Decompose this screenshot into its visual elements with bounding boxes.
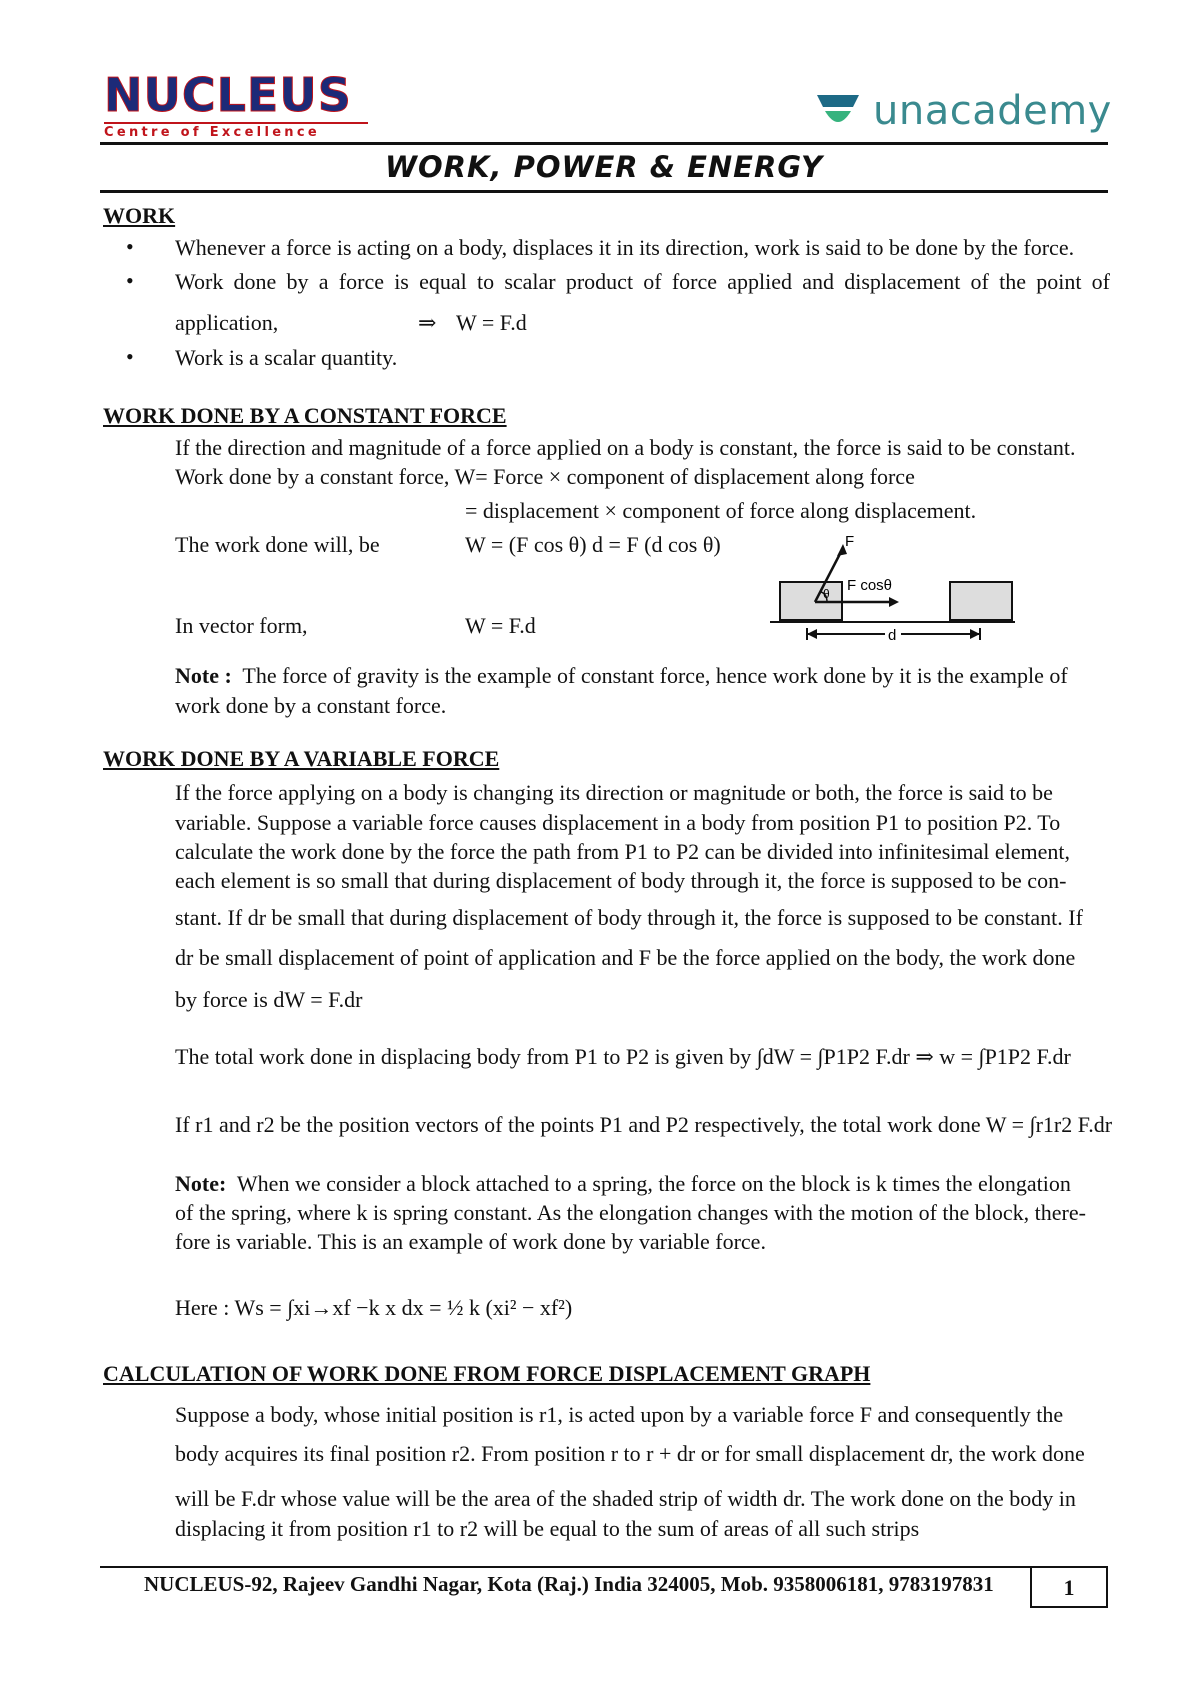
constant-force-diagram xyxy=(765,530,1025,645)
nucleus-logo-name: NUCLEUS xyxy=(104,68,352,122)
nucleus-logo xyxy=(104,70,368,142)
label-component: F cosθ xyxy=(847,577,893,594)
unacademy-mark-icon xyxy=(815,91,861,131)
constant-line-2: Work done by a constant force, W= Force × component of displacement along force xyxy=(175,464,915,489)
variable-line-3: calculate the work done by the force the path from P1 to P2 can be divided into infinitesimal element, xyxy=(175,839,1071,864)
bullet: • xyxy=(126,234,134,259)
variable-line-2: variable. Suppose a variable force causes displacement in a body from position P1 to position P2. To xyxy=(175,810,1061,835)
page-number: 1 xyxy=(1030,1566,1108,1608)
implies-arrow: ⇒ xyxy=(418,310,437,335)
constant-line-4: The work done will, be xyxy=(175,532,380,557)
work-bullet-3: Work is a scalar quantity. xyxy=(175,345,398,370)
section-heading-graph: CALCULATION OF WORK DONE FROM FORCE DISPLACEMENT GRAPH xyxy=(103,1361,871,1386)
variable-line-5: stant. If dr be small that during displacement of body through it, the force is supposed to be constant. If xyxy=(175,905,1083,930)
footer-address: NUCLEUS-92, Rajeev Gandhi Nagar, Kota (Raj.) India 324005, Mob. 9358006181, 9783197831 xyxy=(144,1572,994,1596)
work-bullet-2: Work done by a force is equal to scalar product of force applied and displacement of the point of xyxy=(175,269,1110,294)
graph-line-1: Suppose a body, whose initial position is r1, is acted upon by a variable force F and consequently the xyxy=(175,1402,1064,1427)
section-heading-work: WORK xyxy=(103,203,176,228)
constant-note-1: The force of gravity is the example of constant force, hence work done by it is the example of xyxy=(242,663,1068,688)
section-heading-variable-force: WORK DONE BY A VARIABLE FORCE xyxy=(103,746,500,771)
header-divider xyxy=(100,142,1108,145)
page-title: WORK, POWER & ENERGY xyxy=(385,150,823,184)
variable-line-1: If the force applying on a body is changing its direction or magnitude or both, the force is said to be xyxy=(175,780,1053,805)
graph-line-2: body acquires its final position r2. From position r to r + dr or for small displacement dr, the work done xyxy=(175,1441,1085,1466)
variable-line-7: by force is dW = F.dr xyxy=(175,987,363,1012)
graph-line-3: will be F.dr whose value will be the area of the shaded strip of width dr. The work done on the body in xyxy=(175,1486,1076,1511)
constant-line-3: = displacement × component of force along displacement. xyxy=(465,498,977,523)
work-bullet-2-cont: application, xyxy=(175,310,279,335)
title-divider xyxy=(100,190,1108,193)
constant-line-1: If the direction and magnitude of a force applied on a body is constant, the force is said to be constant. xyxy=(175,435,1076,460)
constant-vector-formula: W = F.d xyxy=(465,613,536,638)
section-heading-constant-force: WORK DONE BY A CONSTANT FORCE xyxy=(103,403,507,428)
nucleus-logo-tagline: Centre of Excellence xyxy=(104,122,368,142)
bullet: • xyxy=(126,344,134,369)
footer-divider xyxy=(100,1566,1108,1568)
constant-formula: W = (F cos θ) d = F (d cos θ) xyxy=(465,532,721,557)
variable-note-2: of the spring, where k is spring constant. As the elongation changes with the motion of the block, there- xyxy=(175,1200,1086,1225)
constant-note xyxy=(175,662,1068,690)
bullet: • xyxy=(126,268,134,293)
note-label: Note: xyxy=(175,1171,227,1196)
constant-line-vector: In vector form, xyxy=(175,613,308,638)
work-formula: W = F.d xyxy=(456,310,527,335)
block-right xyxy=(950,582,1012,620)
note-label: Note : xyxy=(175,663,232,688)
variable-line-4: each element is so small that during displacement of body through it, the force is supposed to be con- xyxy=(175,868,1067,893)
unacademy-logo-text: unacademy xyxy=(873,88,1112,134)
variable-line-6: dr be small displacement of point of application and F be the force applied on the body, the work done xyxy=(175,945,1076,970)
constant-note-2: work done by a constant force. xyxy=(175,693,447,718)
variable-note-1: When we consider a block attached to a spring, the force on the block is k times the elongation xyxy=(236,1171,1071,1196)
unacademy-logo xyxy=(815,88,1112,134)
variable-note-3: fore is variable. This is an example of work done by variable force. xyxy=(175,1229,766,1254)
spring-work-formula: Here : Ws = ∫xi→xf −k x dx = ½ k (xi² − xf²) xyxy=(175,1295,573,1320)
work-bullet-1: Whenever a force is acting on a body, displaces it in its direction, work is said to be done by the force. xyxy=(175,235,1075,260)
variable-total-work: The total work done in displacing body from P1 to P2 is given by ∫dW = ∫P1P2 F.dr ⇒ w = ∫P1P2 F.dr xyxy=(175,1044,1071,1069)
label-force: F xyxy=(845,533,855,550)
variable-position-vectors: If r1 and r2 be the position vectors of the points P1 and P2 respectively, the total work done W = ∫r1r2 F.dr xyxy=(175,1112,1113,1137)
graph-line-4: displacing it from position r1 to r2 will be equal to the sum of areas of all such strips xyxy=(175,1516,920,1541)
variable-note xyxy=(175,1170,1071,1198)
label-displacement: d xyxy=(888,627,897,644)
label-angle: θ xyxy=(823,587,830,601)
